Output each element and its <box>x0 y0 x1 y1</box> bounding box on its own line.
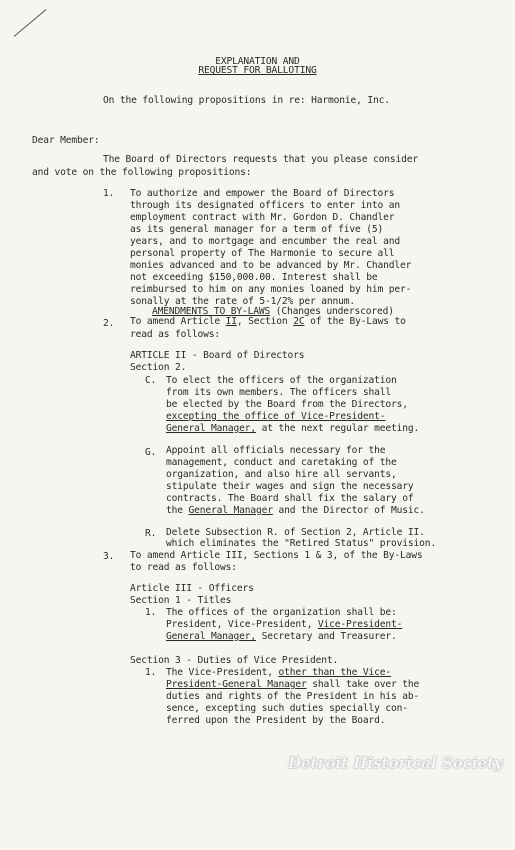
subsection-c-line-5 <box>166 422 419 435</box>
section1-item-number: 1. <box>145 607 157 618</box>
item1-line-4: as its general manager for a term of five (5) <box>130 224 384 235</box>
item1-line-5: years, and to mortgage and encumber the real and <box>130 236 401 247</box>
amendments-note: (Changes underscored) <box>270 306 394 317</box>
item2-article-ref: II <box>225 316 237 327</box>
section1-line2-underlined: Vice-President- <box>317 619 403 630</box>
item2-line1-text-c: , Section <box>236 316 294 327</box>
subsection-c-line-2: from its own members. The officers shall <box>166 387 392 398</box>
section3-item-number: 1. <box>145 667 157 678</box>
item1-line-3: employment contract with Mr. Gordon D. Chandler <box>130 212 395 223</box>
section1-line-3 <box>166 630 397 643</box>
item2-line-2: read as follows: <box>130 329 221 340</box>
subject-line: On the following propositions in re: Harmonie, Inc. <box>103 95 390 106</box>
article3-heading: Article III - Officers <box>130 583 254 594</box>
section3-line2-b: shall take over the <box>306 679 420 690</box>
title-line-1: EXPLANATION AND <box>215 56 300 67</box>
section1-line2-a: President, Vice-President, <box>166 619 318 630</box>
intro-line-1: The Board of Directors requests that you please consider <box>103 154 419 165</box>
title-line-2: REQUEST FOR BALLOTING <box>198 65 317 76</box>
subsection-g-line6-underlined: General Manager <box>188 505 273 516</box>
salutation: Dear Member: <box>32 135 100 146</box>
pen-mark <box>14 9 47 37</box>
item2-line1-text-a: To amend Article <box>130 316 226 327</box>
article2-heading: ARTICLE II - Board of Directors <box>130 350 305 361</box>
section3-line2-underlined: President-General Manager <box>166 679 307 690</box>
subsection-c-line5-rest: at the next regular meeting. <box>256 423 420 434</box>
watermark: Detroit Historical Society <box>288 754 503 772</box>
article3-section3-heading: Section 3 - Duties of Vice President. <box>130 655 339 666</box>
subsection-c-line5-underlined: General Manager, <box>166 423 257 434</box>
item2-number: 2. <box>103 318 115 329</box>
section3-line1-a: The Vice-President, <box>166 667 279 678</box>
subsection-r-line-2: which eliminates the "Retired Status" provision. <box>166 538 437 549</box>
item3-line-1: To amend Article III, Sections 1 & 3, of the By-Laws <box>130 550 423 561</box>
item2-line1-text-e: of the By-Laws to <box>304 316 406 327</box>
item1-line-7: monies advanced and to be advanced by Mr. Chandler <box>130 260 412 271</box>
article2-section-heading: Section 2. <box>130 362 187 373</box>
article3-section1-heading: Section 1 - Titles <box>130 595 232 606</box>
subsection-c-line-1: To elect the officers of the organization <box>166 375 397 386</box>
subsection-g-line-1: Appoint all officials necessary for the <box>166 445 386 456</box>
intro-line-2: and vote on the following propositions: <box>32 167 252 178</box>
item1-line-2: through its designated officers to enter into an <box>130 200 401 211</box>
subsection-c-label: C. <box>145 375 157 386</box>
subsection-g-line-5: contracts. The Board shall fix the salary of <box>166 493 414 504</box>
item1-line-8: not exceeding $150,000.00. Interest shall be <box>130 272 378 283</box>
item1-number: 1. <box>103 188 115 199</box>
subsection-c-line-3: be elected by the Board from the Directors, <box>166 399 408 410</box>
subsection-g-line-4: stipulate their wages and sign the necessary <box>166 481 414 492</box>
section1-line3-underlined: General Manager, <box>166 631 257 642</box>
section3-line-4: sence, excepting such duties specially con- <box>166 703 408 714</box>
subsection-g-line6-b: and the Director of Music. <box>272 505 425 516</box>
item1-line-6: personal property of The Harmonie to secure all <box>130 248 395 259</box>
subsection-g-line-2: management, conduct and caretaking of the <box>166 457 397 468</box>
amendments-heading: AMENDMENTS TO BY-LAWS <box>152 306 271 317</box>
subsection-g-line-6 <box>166 504 425 517</box>
subsection-r-label: R. <box>145 528 157 539</box>
item2-section-ref: 2C <box>293 316 305 327</box>
item1-line-10: sonally at the rate of 5-1/2% per annum. <box>130 296 356 307</box>
item3-line-2: to read as follows: <box>130 562 237 573</box>
section1-line3-b: Secretary and Treasurer. <box>256 631 397 642</box>
item1-line-9: reimbursed to him on any monies loaned by him per- <box>130 284 412 295</box>
subsection-g-label: G. <box>145 447 157 458</box>
subsection-c-line-4: excepting the office of Vice-President- <box>166 411 386 422</box>
section1-line-1: The offices of the organization shall be: <box>166 607 397 618</box>
item2-line-1 <box>130 315 406 328</box>
section3-line-5: ferred upon the President by the Board. <box>166 715 386 726</box>
section3-line-3: duties and rights of the President in his ab- <box>166 691 420 702</box>
subsection-r-line-1: Delete Subsection R. of Section 2, Article II. <box>166 527 425 538</box>
item1-line-1: To authorize and empower the Board of Directors <box>130 188 395 199</box>
section3-line1-underlined: other than the Vice- <box>278 667 392 678</box>
subsection-g-line6-a: the <box>166 505 189 516</box>
item3-number: 3. <box>103 551 115 562</box>
subsection-g-line-3: organization, and also hire all servants, <box>166 469 397 480</box>
